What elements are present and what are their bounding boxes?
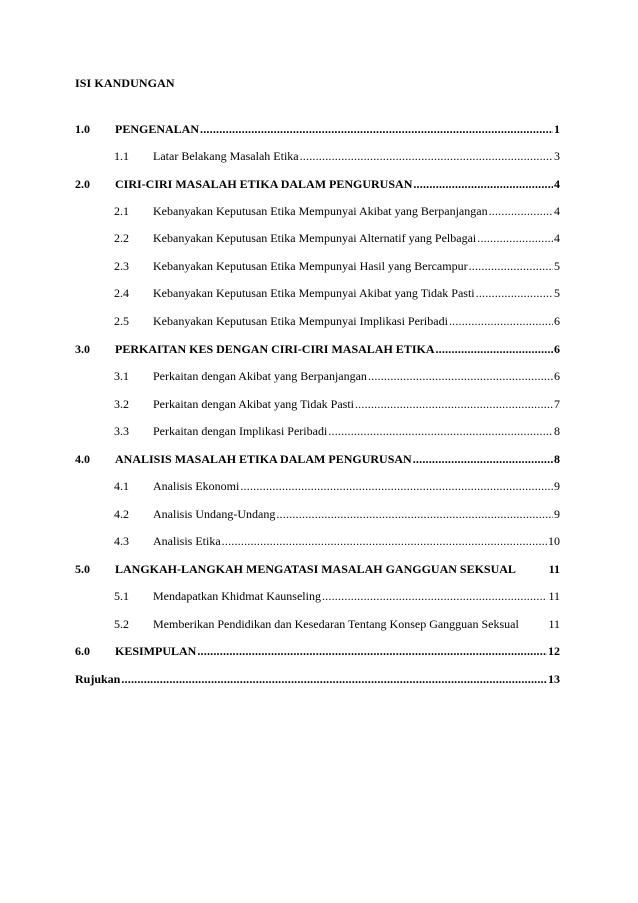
toc-entry-number: 6.0 [75,644,90,658]
toc-entry-number: 4.3 [114,534,129,548]
toc-entry-number: 3.3 [114,424,129,438]
toc-entry-number: 2.1 [114,204,129,218]
toc-entry-title: Kebanyakan Keputusan Etika Mempunyai Implikasi Peribadi [153,314,448,328]
toc-entry-number: 2.2 [114,231,129,245]
toc-entry-page-number: 7 [554,397,560,411]
toc-subsection-entry [114,478,560,494]
toc-entry-title: Kebanyakan Keputusan Etika Mempunyai Akibat yang Tidak Pasti [153,286,475,300]
toc-entry-title: Analisis Etika [153,534,221,548]
toc-entry-title: Perkaitan dengan Akibat yang Berpanjangan [153,369,367,383]
toc-section-entry [75,341,560,357]
toc-entry-title: LANGKAH-LANGKAH MENGATASI MASALAH GANGGUAN SEKSUAL [115,562,516,576]
toc-entry-page-number: 10 [548,534,560,548]
toc-entry-page-number: 1 [554,122,560,136]
toc-entry-title: Kebanyakan Keputusan Etika Mempunyai Hasil yang Bercampur [153,259,468,273]
toc-section-entry [75,176,560,192]
toc-entry-page-number: 8 [554,424,560,438]
toc-entry-page-number: 8 [554,452,560,466]
toc-section-entry [75,643,560,659]
toc-entry-title: Analisis Undang-Undang [153,507,276,521]
toc-leader-dots [276,506,553,522]
toc-subsection-entry [114,368,560,384]
toc-entry-number: 5.2 [114,617,129,631]
toc-subsection-entry [114,258,560,274]
toc-entry-page-number: 11 [548,617,560,631]
toc-leader-dots [489,203,553,219]
toc-subsection-entry [114,396,560,412]
toc-section-entry [75,121,560,137]
toc-leader-dots [449,313,553,329]
toc-entry-references [75,671,560,687]
toc-entry-page-number: 13 [548,672,560,686]
toc-entry-number: 3.2 [114,397,129,411]
toc-entry-number: 4.2 [114,507,129,521]
toc-subsection-entry [114,506,560,522]
toc-section-entry [75,561,560,577]
toc-entry-title: Mendapatkan Khidmat Kaunseling [153,589,321,603]
toc-entry-title: Perkaitan dengan Implikasi Peribadi [153,424,328,438]
toc-entry-title: Analisis Ekonomi [153,479,240,493]
toc-entry-page-number: 3 [554,149,560,163]
toc-subsection-entry [114,203,560,219]
toc-entry-title: Perkaitan dengan Akibat yang Tidak Pasti [153,397,354,411]
toc-leader-dots [368,368,553,384]
toc-leader-dots [355,396,553,412]
toc-leader-dots [413,176,553,192]
toc-leader-dots [322,588,547,604]
toc-entry-number: 2.3 [114,259,129,273]
toc-entry-page-number: 4 [554,177,560,191]
toc-entry-number: 2.4 [114,286,129,300]
toc-entry-number: 1.0 [75,122,90,136]
toc-entry-page-number: 6 [554,314,560,328]
toc-entry-page-number: 9 [554,479,560,493]
toc-entry-page-number: 4 [554,231,560,245]
toc-entry-title: Memberikan Pendidikan dan Kesedaran Tentang Konsep Gangguan Seksual [153,617,519,631]
toc-subsection-entry [114,313,560,329]
toc-entry-page-number: 6 [554,369,560,383]
toc-entry-title: PENGENALAN [115,122,200,136]
toc-leader-dots [300,148,553,164]
toc-subsection-entry [114,533,560,549]
toc-entry-title: PERKAITAN KES DENGAN CIRI-CIRI MASALAH ETIKA [115,342,435,356]
toc-entry-page-number: 4 [554,204,560,218]
toc-subsection-entry [114,588,560,604]
toc-entry-page-number: 11 [548,562,560,576]
toc-leader-dots [435,341,553,357]
toc-leader-dots [200,121,553,137]
toc-leader-dots [469,258,553,274]
toc-entry-title: Kebanyakan Keputusan Etika Mempunyai Akibat yang Berpanjangan [153,204,488,218]
toc-entry-title: CIRI-CIRI MASALAH ETIKA DALAM PENGURUSAN [115,177,413,191]
toc-entry-page-number: 5 [554,286,560,300]
toc-entry-number: 5.1 [114,589,129,603]
toc-entry-title: KESIMPULAN [115,644,197,658]
toc-entry-page-number: 9 [554,507,560,521]
toc-leader-dots [197,643,547,659]
toc-entry-title: ANALISIS MASALAH ETIKA DALAM PENGURUSAN [115,452,412,466]
toc-entry-page-number: 6 [554,342,560,356]
toc-entry-page-number: 12 [548,644,560,658]
toc-entry-number: 3.1 [114,369,129,383]
toc-entry-number: 2.5 [114,314,129,328]
toc-leader-dots [413,451,553,467]
toc-entry-number: 2.0 [75,177,90,191]
toc-leader-dots [121,671,547,687]
toc-section-entry [75,451,560,467]
toc-entry-title: Rujukan [75,672,121,686]
toc-entry-number: 4.0 [75,452,90,466]
toc-leader-dots [328,423,553,439]
toc-entry-number: 4.1 [114,479,129,493]
toc-entry-title: Kebanyakan Keputusan Etika Mempunyai Alternatif yang Pelbagai [153,231,477,245]
toc-leader-dots [222,533,547,549]
toc-entry-number: 3.0 [75,342,90,356]
toc-subsection-entry [114,616,560,632]
toc-entry-page-number: 11 [548,589,560,603]
toc-entry-page-number: 5 [554,259,560,273]
toc-leader-dots [476,285,553,301]
toc-subsection-entry [114,285,560,301]
toc-entry-number: 1.1 [114,149,129,163]
page-title: ISI KANDUNGAN [75,76,175,90]
toc-subsection-entry [114,230,560,246]
toc-leader-dots [477,230,553,246]
toc-subsection-entry [114,423,560,439]
toc-entry-title: Latar Belakang Masalah Etika [153,149,299,163]
toc-leader-dots [240,478,553,494]
toc-entry-number: 5.0 [75,562,90,576]
toc-subsection-entry [114,148,560,164]
